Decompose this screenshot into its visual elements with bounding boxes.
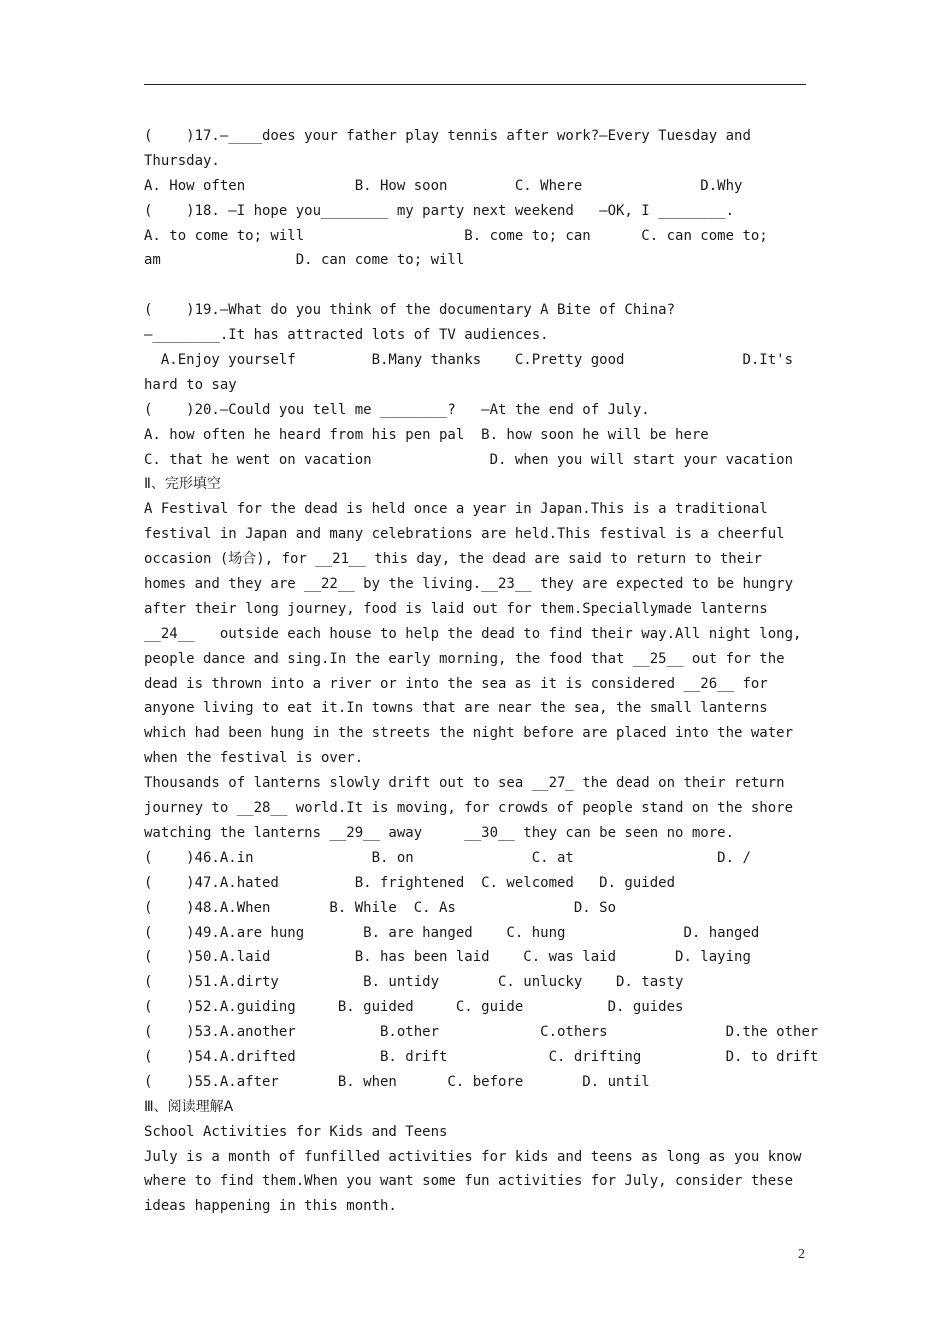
reading-title: School Activities for Kids and Teens — [144, 1123, 448, 1140]
question-50-options: ( )50.A.laid B. has been laid C. was laid D. laying — [144, 949, 751, 966]
question-18-stem: ( )18. —I hope you________ my party next weekend —OK, I ________. — [144, 202, 735, 219]
document-body — [144, 124, 819, 1219]
cloze-passage-line: festival in Japan and many celebrations are held.This festival is a cheerful — [144, 526, 785, 543]
question-20-options: A. how often he heard from his pen pal B. how soon he will be here — [144, 426, 709, 443]
blank-line — [144, 273, 814, 298]
question-18-options: A. to come to; will B. come to; can C. can come to; — [144, 227, 768, 244]
question-17-options: A. How often B. How soon C. Where D.Why — [144, 177, 743, 194]
question-49-options: ( )49.A.are hung B. are hanged C. hung D. hanged — [144, 924, 760, 941]
page-number: 2 — [798, 1247, 805, 1262]
cloze-passage-line: Thousands of lanterns slowly drift out to sea __27_ the dead on their return — [144, 775, 785, 792]
cloze-passage-line: people dance and sing.In the early morning, the food that __25__ out for the — [144, 650, 785, 667]
question-52-options: ( )52.A.guiding B. guided C. guide D. guides — [144, 999, 684, 1016]
question-19-options-cont: hard to say — [144, 376, 237, 393]
question-18-options-cont: am D. can come to; will — [144, 252, 465, 269]
question-54-options: ( )54.A.drifted B. drift C. drifting D. to drift — [144, 1048, 819, 1065]
section-2-heading: Ⅱ、完形填空 — [144, 476, 221, 493]
cloze-passage-line: when the festival is over. — [144, 750, 364, 767]
reading-passage-line: July is a month of funfilled activities for kids and teens as long as you know — [144, 1148, 802, 1165]
question-47-options: ( )47.A.hated B. frightened C. welcomed D. guided — [144, 874, 676, 891]
cloze-passage-line: watching the lanterns __29__ away __30__ they can be seen no more. — [144, 824, 735, 841]
cloze-passage-line: anyone living to eat it.In towns that are near the sea, the small lanterns — [144, 700, 768, 717]
question-19-stem: ( )19.—What do you think of the documentary A Bite of China? — [144, 302, 676, 319]
reading-passage-line: ideas happening in this month. — [144, 1198, 397, 1215]
cloze-passage-line: after their long journey, food is laid out for them.Speciallymade lanterns — [144, 600, 768, 617]
cloze-passage-line: dead is thrown into a river or into the sea as it is considered __26__ for — [144, 675, 768, 692]
header-rule — [144, 84, 806, 85]
cloze-passage-line: which had been hung in the streets the night before are placed into the water — [144, 725, 794, 742]
section-3-heading: Ⅲ、阅读理解A — [144, 1098, 234, 1115]
cloze-passage-line: A Festival for the dead is held once a year in Japan.This is a traditional — [144, 501, 768, 518]
cloze-passage-line: homes and they are __22__ by the living.__23__ they are expected to be hungry — [144, 576, 794, 593]
cloze-passage-line: occasion (场合), for __21__ this day, the dead are said to return to their — [144, 551, 763, 568]
question-46-options: ( )46.A.in B. on C. at D. / — [144, 849, 751, 866]
question-20-options-cont: C. that he went on vacation D. when you will start your vacation — [144, 451, 794, 468]
question-55-options: ( )55.A.after B. when C. before D. until — [144, 1073, 650, 1090]
reading-passage-line: where to find them.When you want some fun activities for July, consider these — [144, 1173, 794, 1190]
question-48-options: ( )48.A.When B. While C. As D. So — [144, 899, 617, 916]
question-19-options: A.Enjoy yourself B.Many thanks C.Pretty good D.It's — [144, 352, 794, 369]
question-17-stem: ( )17.—____does your father play tennis after work?—Every Tuesday and — [144, 128, 751, 144]
question-19-stem-cont: —________.It has attracted lots of TV audiences. — [144, 327, 549, 344]
cloze-passage-line: journey to __28__ world.It is moving, for crowds of people stand on the shore — [144, 800, 794, 817]
question-51-options: ( )51.A.dirty B. untidy C. unlucky D. tasty — [144, 974, 684, 991]
cloze-passage-line: __24__ outside each house to help the dead to find their way.All night long, — [144, 625, 802, 642]
question-17-stem-cont: Thursday. — [144, 152, 220, 169]
question-53-options: ( )53.A.another B.other C.others D.the other — [144, 1024, 819, 1041]
question-20-stem: ( )20.—Could you tell me ________? —At the end of July. — [144, 401, 650, 418]
